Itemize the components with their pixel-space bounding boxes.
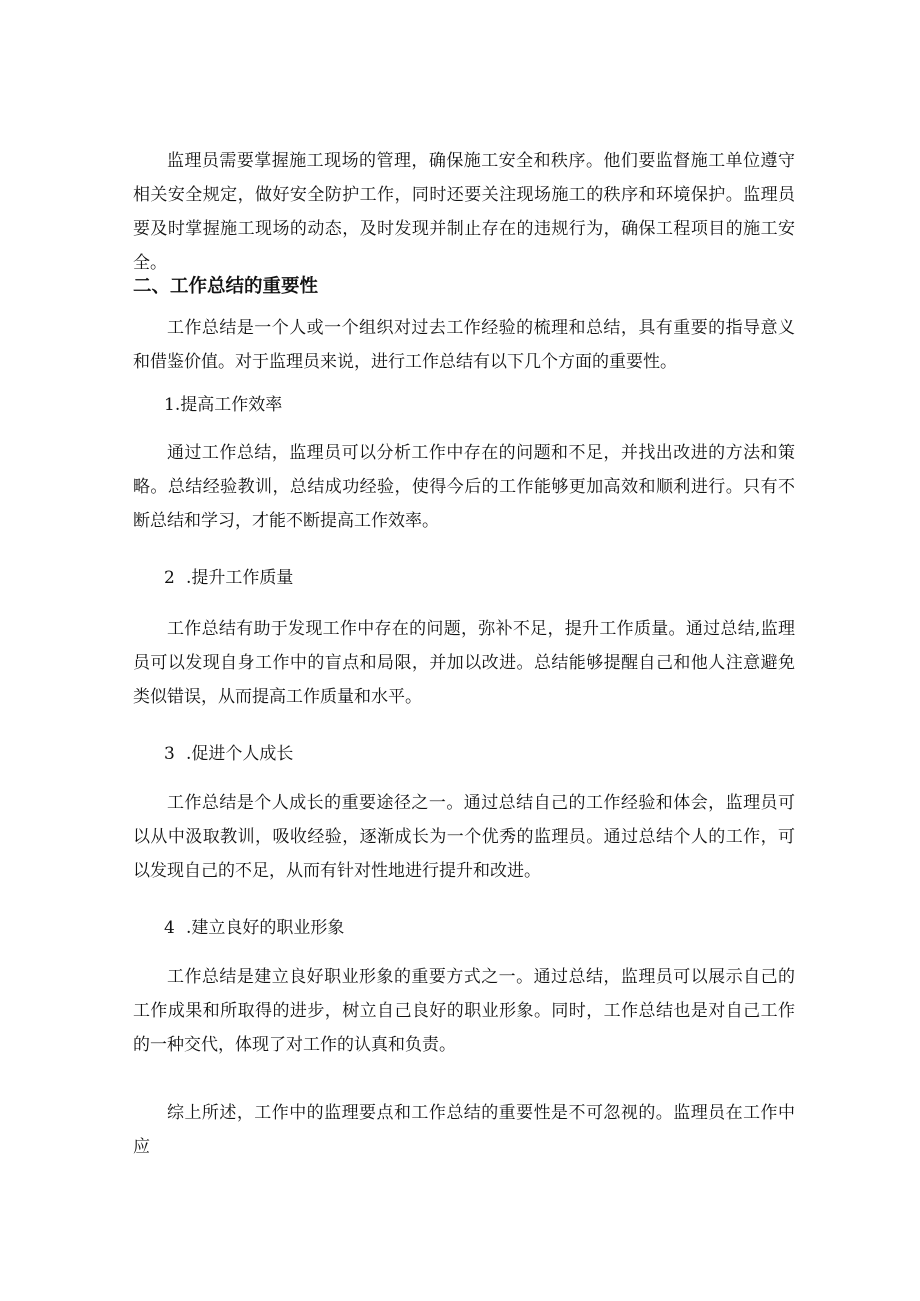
item-4-heading [164,913,344,943]
item-4-body: 工作总结是建立良好职业形象的重要方式之一。通过总结，监理员可以展示自己的工作成果和所取得的进步，树立自己良好的职业形象。同时，工作总结也是对自己工作的一种交代，体现了对工作的认真和负责。 [133,967,795,1055]
item-1-number: 1. [164,395,181,415]
item-3-body: 工作总结是个人成长的重要途径之一。通过总结自己的工作经验和体会，监理员可以从中汲取教训，吸收经验，逐渐成长为一个优秀的监理员。通过总结个人的工作，可以发现自己的不足，从而有针对性地进行提升和改进。 [133,793,795,881]
item-4-number: 4 [164,918,175,938]
item-1-heading [164,390,282,420]
item-3-title: .促进个人成长 [186,744,294,764]
item-2-number: 2 [164,568,175,588]
paragraph-intro: 工作总结是一个人或一个组织对过去工作经验的梳理和总结，具有重要的指导意义和借鉴价值。对于监理员来说，进行工作总结有以下几个方面的重要性。 [133,318,795,372]
paragraph-site-management: 监理员需要掌握施工现场的管理，确保施工安全和秩序。他们要监督施工单位遵守相关安全规定，做好安全防护工作，同时还要关注现场施工的秩序和环境保护。监理员要及时掌握施工现场的动态，及时发现并制止存在的违规行为，确保工程项目的施工安全。 [133,151,795,273]
item-1-title: 提高工作效率 [180,395,283,415]
paragraph-conclusion: 综上所述，工作中的监理要点和工作总结的重要性是不可忽视的。监理员在工作中应 [133,1103,795,1157]
item-3-heading [164,739,293,769]
item-3-number: 3 [164,744,175,764]
item-4-title: .建立良好的职业形象 [186,918,345,938]
item-2-heading [164,563,293,593]
section-heading: 二、工作总结的重要性 [133,276,319,297]
item-2-body: 工作总结有助于发现工作中存在的问题，弥补不足，提升工作质量。通过总结,监理员可以发现自身工作中的盲点和局限，并加以改进。总结能够提醒自己和他人注意避免类似错误，从而提高工作质量和水平。 [133,619,795,707]
item-2-title: .提升工作质量 [186,568,294,588]
item-1-body: 通过工作总结，监理员可以分析工作中存在的问题和不足，并找出改进的方法和策略。总结经验教训，总结成功经验，使得今后的工作能够更加高效和顺利进行。只有不断总结和学习，才能不断提高工作效率。 [133,443,795,531]
